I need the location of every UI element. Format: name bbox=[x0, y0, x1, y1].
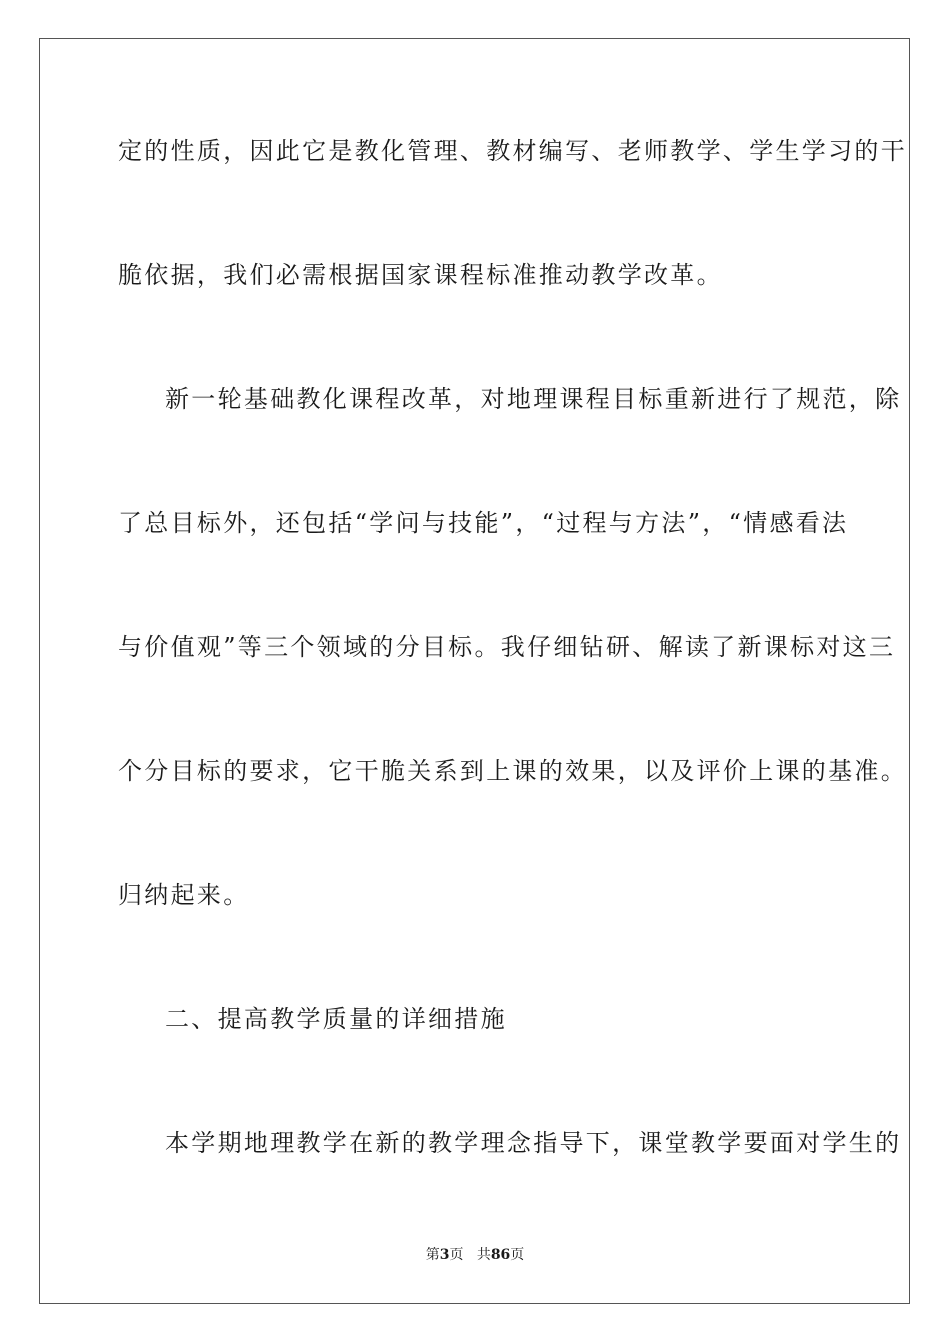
page-prefix: 第 bbox=[425, 1247, 440, 1263]
body-line-2: 脆依据，我们必需根据国家课程标准推动教学改革。 bbox=[118, 261, 723, 289]
body-line-6: 个分目标的要求，它干脆关系到上课的效果，以及评价上课的基准。 bbox=[118, 757, 907, 785]
total-prefix: 共 bbox=[476, 1247, 491, 1263]
page-number: 3 bbox=[439, 1247, 450, 1263]
body-line-1: 定的性质，因此它是教化管理、教材编写、老师教学、学生学习的干 bbox=[118, 137, 907, 165]
body-line-5: 与价值观”等三个领域的分目标。我仔细钻研、解读了新课标对这三 bbox=[118, 633, 896, 661]
page-footer bbox=[0, 1246, 950, 1264]
body-line-9: 本学期地理教学在新的教学理念指导下，课堂教学要面对学生的 bbox=[165, 1129, 902, 1157]
body-line-3: 新一轮基础教化课程改革，对地理课程目标重新进行了规范，除 bbox=[165, 385, 902, 413]
total-suffix: 页 bbox=[510, 1247, 525, 1263]
page-border bbox=[39, 38, 910, 1304]
total-pages: 86 bbox=[490, 1247, 511, 1263]
section-heading: 二、提高教学质量的详细措施 bbox=[165, 1005, 507, 1033]
body-line-4: 了总目标外，还包括“学问与技能”，“过程与方法”，“情感看法 bbox=[118, 509, 849, 537]
body-line-7: 归纳起来。 bbox=[118, 881, 250, 909]
page-suffix: 页 bbox=[449, 1247, 464, 1263]
